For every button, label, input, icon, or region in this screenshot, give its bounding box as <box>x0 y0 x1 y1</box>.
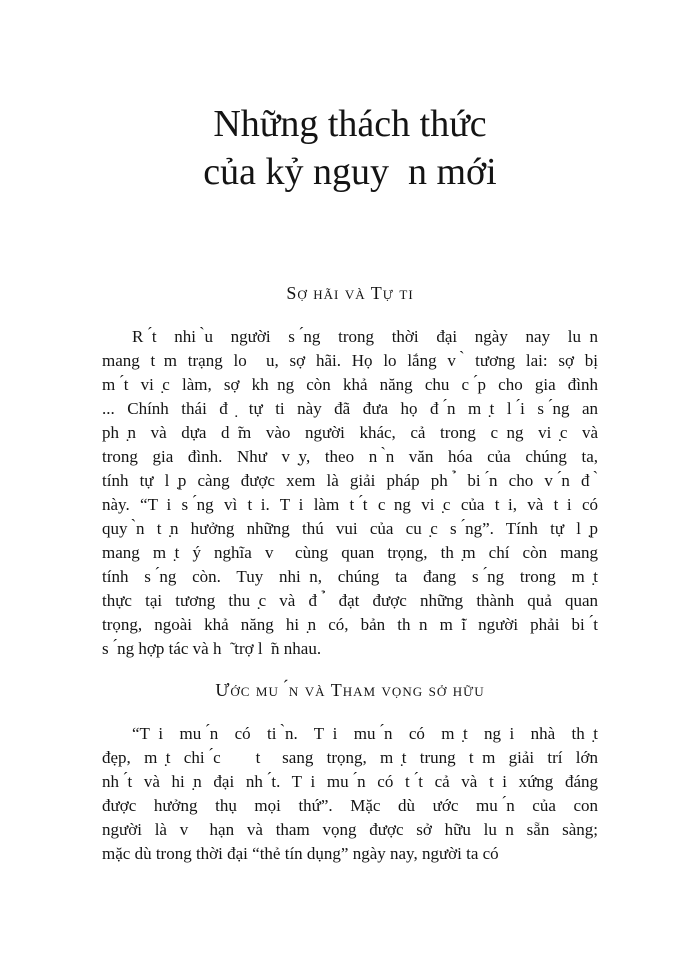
text-line: trọng, ngoài khả năng hi ̣n có, bản th n m ̃i người phải bi ́t <box>102 615 598 634</box>
section-heading-fear: Sợ hãi và Tự ti <box>286 283 414 303</box>
text-line: được hưởng thụ mọi thứ”. Mặc dù ước mu ́n của con <box>102 796 598 815</box>
text-line: tính tự l ̣p càng được xem là giải pháp ph ̉ bi ́n cho v ́n đ ̀ <box>102 471 598 490</box>
page-title-line-2: của kỷ nguy n mới <box>203 151 497 193</box>
text-line: tính s ́ng còn. Tuy nhi n, chúng ta đang s ́ng trong m ̣t <box>102 567 598 586</box>
page-title <box>102 0 598 196</box>
paragraph-desire <box>102 722 598 866</box>
text-line: thực tại tương thu ̣c và đ ̉ đạt được những thành quả quan <box>102 591 598 610</box>
text-line: ph ̣n và dựa d ̃m vào người khác, cả trong c ng vi ̣c và <box>102 423 598 442</box>
text-line: mang m ̣t ý nghĩa v cùng quan trọng, th ̣m chí còn mang <box>102 543 598 562</box>
text-line: đẹp, m ̣t chi ́c t sang trọng, m ̣t trung t m giải trí lớn <box>102 748 598 767</box>
text-line: người là v hạn và tham vọng được sở hữu lu n sẵn sàng; <box>102 820 598 839</box>
text-line: mang t m trạng lo u, sợ hãi. Họ lo lắng v ̀ tương lai: sợ bị <box>102 351 598 370</box>
text-line: s ́ng hợp tác và h ̃ trợ l ̃n nhau. <box>102 639 322 658</box>
text-line: ... Chính thái đ ̣ tự ti này đã đưa họ đ ́n m ̣t l ́i s ́ng an <box>102 399 598 418</box>
section-heading-desire: Ước mu ́n và Tham vọng sở hữu <box>215 680 485 700</box>
paragraph-fear <box>102 325 598 661</box>
text-line: R ́t nhi ̀u người s ́ng trong thời đại ngày nay lu n <box>132 327 598 346</box>
text-line: này. “T i s ́ng vì t i. T i làm t ́t c ng vi ̣c của t i, và t i có <box>102 495 598 514</box>
text-line: m ́t vi ̣c làm, sợ kh ng còn khả năng chu c ́p cho gia đình <box>102 375 598 394</box>
text-line: quy ̀n t ̣n hưởng những thú vui của cu ̣c s ́ng”. Tính tự l ̣p <box>102 519 598 538</box>
text-line: nh ́t và hi ̣n đại nh ́t. T i mu ́n có t ́t cả và t i xứng đáng <box>102 772 598 791</box>
text-line: trong gia đình. Như v ̣y, theo n ̀n văn hóa của chúng ta, <box>102 447 598 466</box>
page-content <box>102 0 598 866</box>
page-title-line-1: Những thách thức <box>213 103 487 145</box>
text-line: “T i mu ́n có ti ̀n. T i mu ́n có m ̣t ng i nhà th ̣t <box>132 724 598 743</box>
text-line: mặc dù trong thời đại “thẻ tín dụng” ngày nay, người ta có <box>102 844 499 863</box>
